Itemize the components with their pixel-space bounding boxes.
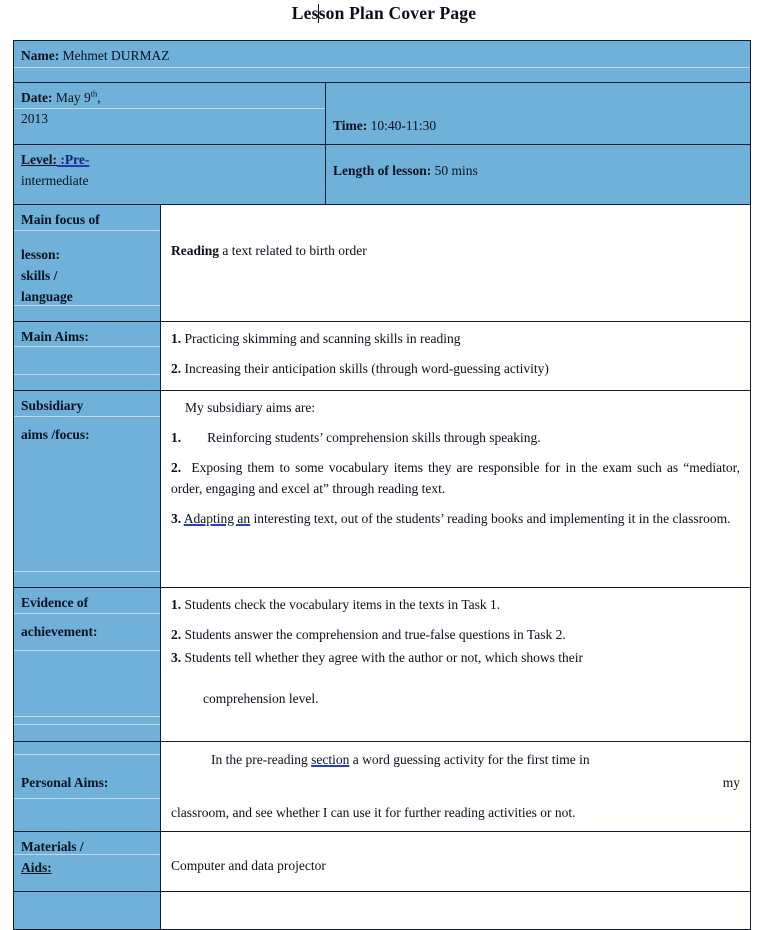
list-item bbox=[171, 428, 740, 449]
personal-aims-label-cell bbox=[14, 742, 161, 832]
table-row-subsidiary-aims bbox=[14, 391, 751, 588]
list-item bbox=[171, 329, 740, 350]
list-item bbox=[171, 509, 740, 530]
date-line-1 bbox=[21, 88, 325, 109]
next-row-label-cell bbox=[14, 891, 161, 929]
list-item bbox=[171, 595, 740, 616]
name-value: Mehmet DURMAZ bbox=[62, 48, 170, 63]
personal-aims-line-1 bbox=[171, 750, 740, 771]
materials-label-line1: Materials / bbox=[21, 838, 84, 854]
list-item bbox=[171, 458, 740, 500]
materials-body-cell bbox=[161, 831, 751, 891]
length-cell bbox=[326, 145, 751, 205]
personal-aims-text-b: a word guessing activity for the first time in bbox=[349, 752, 590, 767]
list-item-text: Increasing their anticipation skills (through word-guessing activity) bbox=[184, 360, 549, 376]
length-value: 50 mins bbox=[434, 163, 478, 179]
lesson-plan-table bbox=[13, 40, 751, 930]
main-focus-label-cell bbox=[14, 205, 161, 322]
list-item bbox=[171, 625, 740, 646]
level-line-1 bbox=[21, 150, 325, 171]
name-cell bbox=[14, 41, 751, 83]
table-row-level-length bbox=[14, 145, 751, 205]
list-item-number: 2. bbox=[171, 626, 182, 642]
main-focus-label-line2: lesson: bbox=[21, 246, 61, 262]
list-item-text: Students answer the comprehension and true-false questions in Task 2. bbox=[184, 626, 566, 642]
main-focus-body-cell bbox=[161, 205, 751, 322]
list-item-text: Students tell whether they agree with the author or not, which shows their bbox=[184, 649, 584, 665]
main-focus-label-line1: Main focus of bbox=[21, 212, 100, 227]
page-title bbox=[0, 0, 768, 24]
evidence-label-line2: achievement: bbox=[21, 623, 98, 639]
list-item-link[interactable]: Adapting an bbox=[183, 510, 251, 526]
list-item-text: Students check the vocabulary items in the texts in Task 1. bbox=[184, 597, 501, 612]
evidence-body-cell bbox=[161, 588, 751, 742]
list-item-number: 1. bbox=[171, 429, 182, 445]
next-row-body-cell bbox=[161, 891, 751, 929]
list-item bbox=[171, 648, 740, 669]
list-item-number: 3. bbox=[171, 510, 182, 526]
personal-aims-line-2: my bbox=[722, 774, 741, 790]
table-row-next-clipped bbox=[14, 891, 751, 929]
subsidiary-label-line2: aims /focus: bbox=[21, 426, 90, 442]
date-line-2: 2013 bbox=[21, 110, 48, 126]
name-label: Name: bbox=[21, 48, 60, 63]
subsidiary-label-cell bbox=[14, 391, 161, 588]
subsidiary-body-cell bbox=[161, 391, 751, 588]
date-cell bbox=[14, 83, 326, 145]
level-line-2: intermediate bbox=[21, 172, 89, 188]
list-item-number: 1. bbox=[171, 331, 182, 346]
table-row-main-aims bbox=[14, 322, 751, 391]
personal-aims-label: Personal Aims: bbox=[21, 774, 109, 790]
materials-label-line2: Aids: bbox=[21, 859, 52, 875]
main-focus-label-line4: language bbox=[21, 288, 73, 304]
evidence-label-cell bbox=[14, 588, 161, 742]
page-title-text-part1: Les bbox=[291, 3, 319, 23]
list-item-number: 3. bbox=[171, 649, 182, 665]
date-value: May 9th, bbox=[55, 89, 101, 105]
main-aims-label: Main Aims: bbox=[21, 329, 89, 344]
table-row-name bbox=[14, 41, 751, 83]
date-label: Date: bbox=[21, 90, 53, 105]
list-item-text: Practicing skimming and scanning skills in reading bbox=[184, 331, 461, 346]
personal-aims-link[interactable]: section bbox=[311, 752, 350, 767]
list-item-number: 2. bbox=[171, 360, 182, 376]
main-aims-body-cell bbox=[161, 322, 751, 391]
table-row-date-time bbox=[14, 83, 751, 145]
length-label: Length of lesson: bbox=[333, 163, 432, 179]
list-item-number: 2. bbox=[171, 459, 182, 475]
table-row-materials bbox=[14, 831, 751, 891]
time-label: Time: bbox=[333, 118, 368, 134]
subsidiary-label-line1: Subsidiary bbox=[21, 398, 84, 413]
level-cell bbox=[14, 145, 326, 205]
list-item-number: 1. bbox=[171, 597, 182, 612]
list-item-text: Reinforcing students’ comprehension skills through speaking. bbox=[207, 429, 541, 445]
level-value-link[interactable]: :Pre- bbox=[57, 152, 90, 167]
table-row-personal-aims bbox=[14, 742, 751, 832]
main-focus-body-rest: a text related to birth order bbox=[219, 243, 367, 258]
subsidiary-intro: My subsidiary aims are: bbox=[185, 400, 316, 415]
main-aims-label-cell bbox=[14, 322, 161, 391]
time-value: 10:40-11:30 bbox=[370, 118, 437, 134]
list-item-text: interesting text, out of the students’ reading books and implementing it in the classroom. bbox=[250, 510, 731, 526]
time-cell bbox=[326, 83, 751, 145]
main-focus-label-line3: skills / bbox=[21, 267, 58, 283]
list-item-text: Exposing them to some vocabulary items they are responsible for in the exam such as “mediator, order, engaging and excel at” through reading text. bbox=[171, 459, 741, 496]
personal-aims-body-cell bbox=[161, 742, 751, 832]
level-label: Level: bbox=[21, 152, 57, 167]
evidence-label-line1: Evidence of bbox=[21, 595, 89, 610]
materials-label-cell bbox=[14, 831, 161, 891]
personal-aims-text-a: In the pre-reading bbox=[211, 752, 312, 767]
main-focus-body-bold: Reading bbox=[171, 243, 220, 258]
table-row-evidence bbox=[14, 588, 751, 742]
page-title-text-part2: son Plan Cover Page bbox=[318, 3, 477, 23]
list-item bbox=[171, 359, 740, 380]
personal-aims-line-3: classroom, and see whether I can use it for further reading activities or not. bbox=[171, 804, 576, 820]
evidence-item3-continuation: comprehension level. bbox=[203, 690, 319, 706]
materials-body-text: Computer and data projector bbox=[171, 857, 326, 873]
table-row-main-focus bbox=[14, 205, 751, 322]
